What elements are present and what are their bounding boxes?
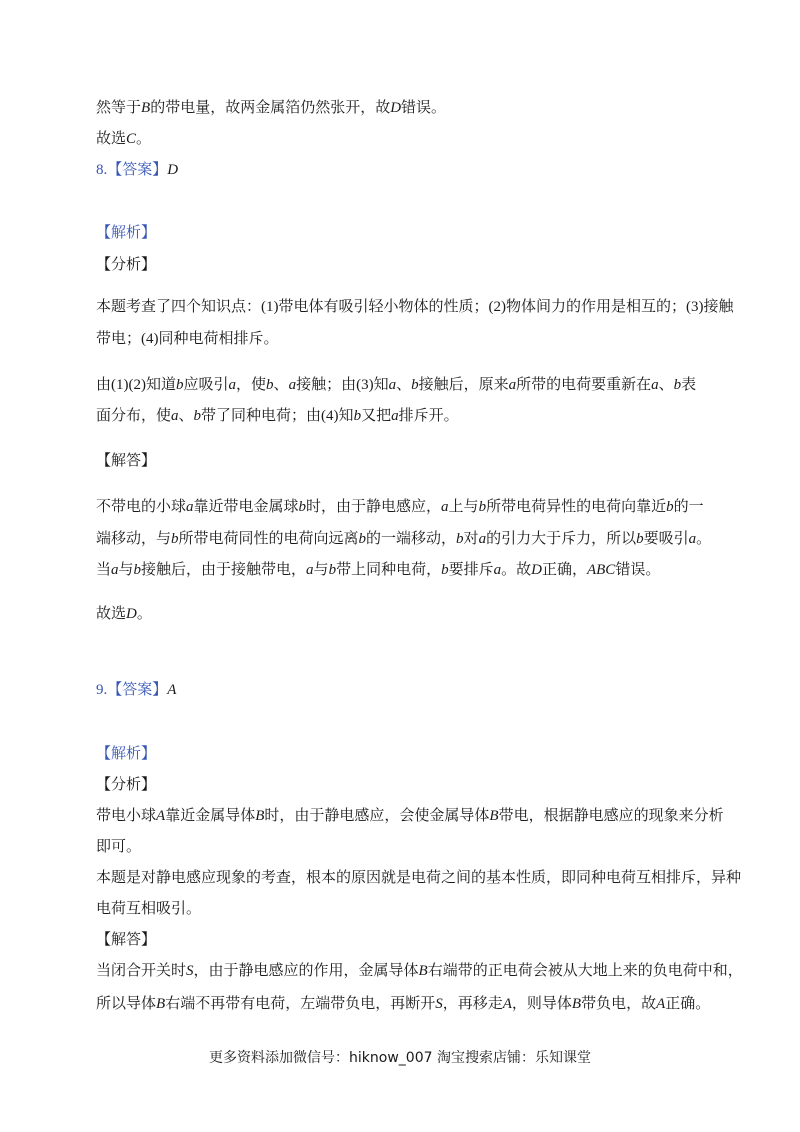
answer-line-8: 8.【答案】D xyxy=(96,160,179,178)
text-line: 所以导体B右端不再带有电荷，左端带负电，再断开S，再移走A，则导体B带负电，故A正确。 xyxy=(96,994,711,1012)
text-line: 故选C。 xyxy=(96,129,152,147)
section-heading-jiexi: 【解析】 xyxy=(96,223,157,241)
text-line: 电荷互相吸引。 xyxy=(96,899,202,917)
text-line: 即可。 xyxy=(96,837,142,855)
section-heading-fenxi: 【分析】 xyxy=(96,775,157,793)
text-line: 当闭合开关时S，由于静电感应的作用，金属导体B右端带的正电荷会被从大地上来的负电荷中和， xyxy=(96,961,743,979)
text-line: 故选D。 xyxy=(96,604,152,622)
section-heading-jiexi: 【解析】 xyxy=(96,744,157,762)
text-line: 本题是对静电感应现象的考查，根本的原因就是电荷之间的基本性质，即同种电荷互相排斥，异种 xyxy=(96,868,742,886)
text-line: 不带电的小球a靠近带电金属球b时，由于静电感应，a上与b所带电荷异性的电荷向靠近b的一 xyxy=(96,497,704,515)
section-heading-jieda: 【解答】 xyxy=(96,930,157,948)
section-heading-fenxi: 【分析】 xyxy=(96,255,157,273)
text-line: 带电小球A靠近金属导体B时，由于静电感应，会使金属导体B带电，根据静电感应的现象来分析 xyxy=(96,806,724,824)
text-line: 当a与b接触后，由于接触带电，a与b带上同种电荷，b要排斥a。故D正确，ABC错误。 xyxy=(96,560,661,578)
text-line: 由(1)(2)知道b应吸引a，使b、a接触；由(3)知a、b接触后，原来a所带的电荷要重新在a、b表 xyxy=(96,375,697,393)
answer-line-9: 9.【答案】A xyxy=(96,680,177,698)
text-line: 然等于B的带电量，故两金属箔仍然张开，故D错误。 xyxy=(96,98,447,116)
section-heading-jieda: 【解答】 xyxy=(96,451,157,469)
text-line: 带电；(4)同种电荷相排斥。 xyxy=(96,329,279,347)
page-footer: 更多资料添加微信号：hiknow_007 淘宝搜索店铺：乐知课堂 xyxy=(209,1050,591,1066)
text-line: 端移动，与b所带电荷同性的电荷向远离b的一端移动，b对a的引力大于斥力，所以b要吸引a。 xyxy=(96,529,712,547)
text-line: 本题考查了四个知识点：(1)带电体有吸引轻小物体的性质；(2)物体间力的作用是相互的；(3)接触 xyxy=(96,297,734,315)
text-line: 面分布，使a、b带了同种电荷；由(4)知b又把a排斥开。 xyxy=(96,406,459,424)
